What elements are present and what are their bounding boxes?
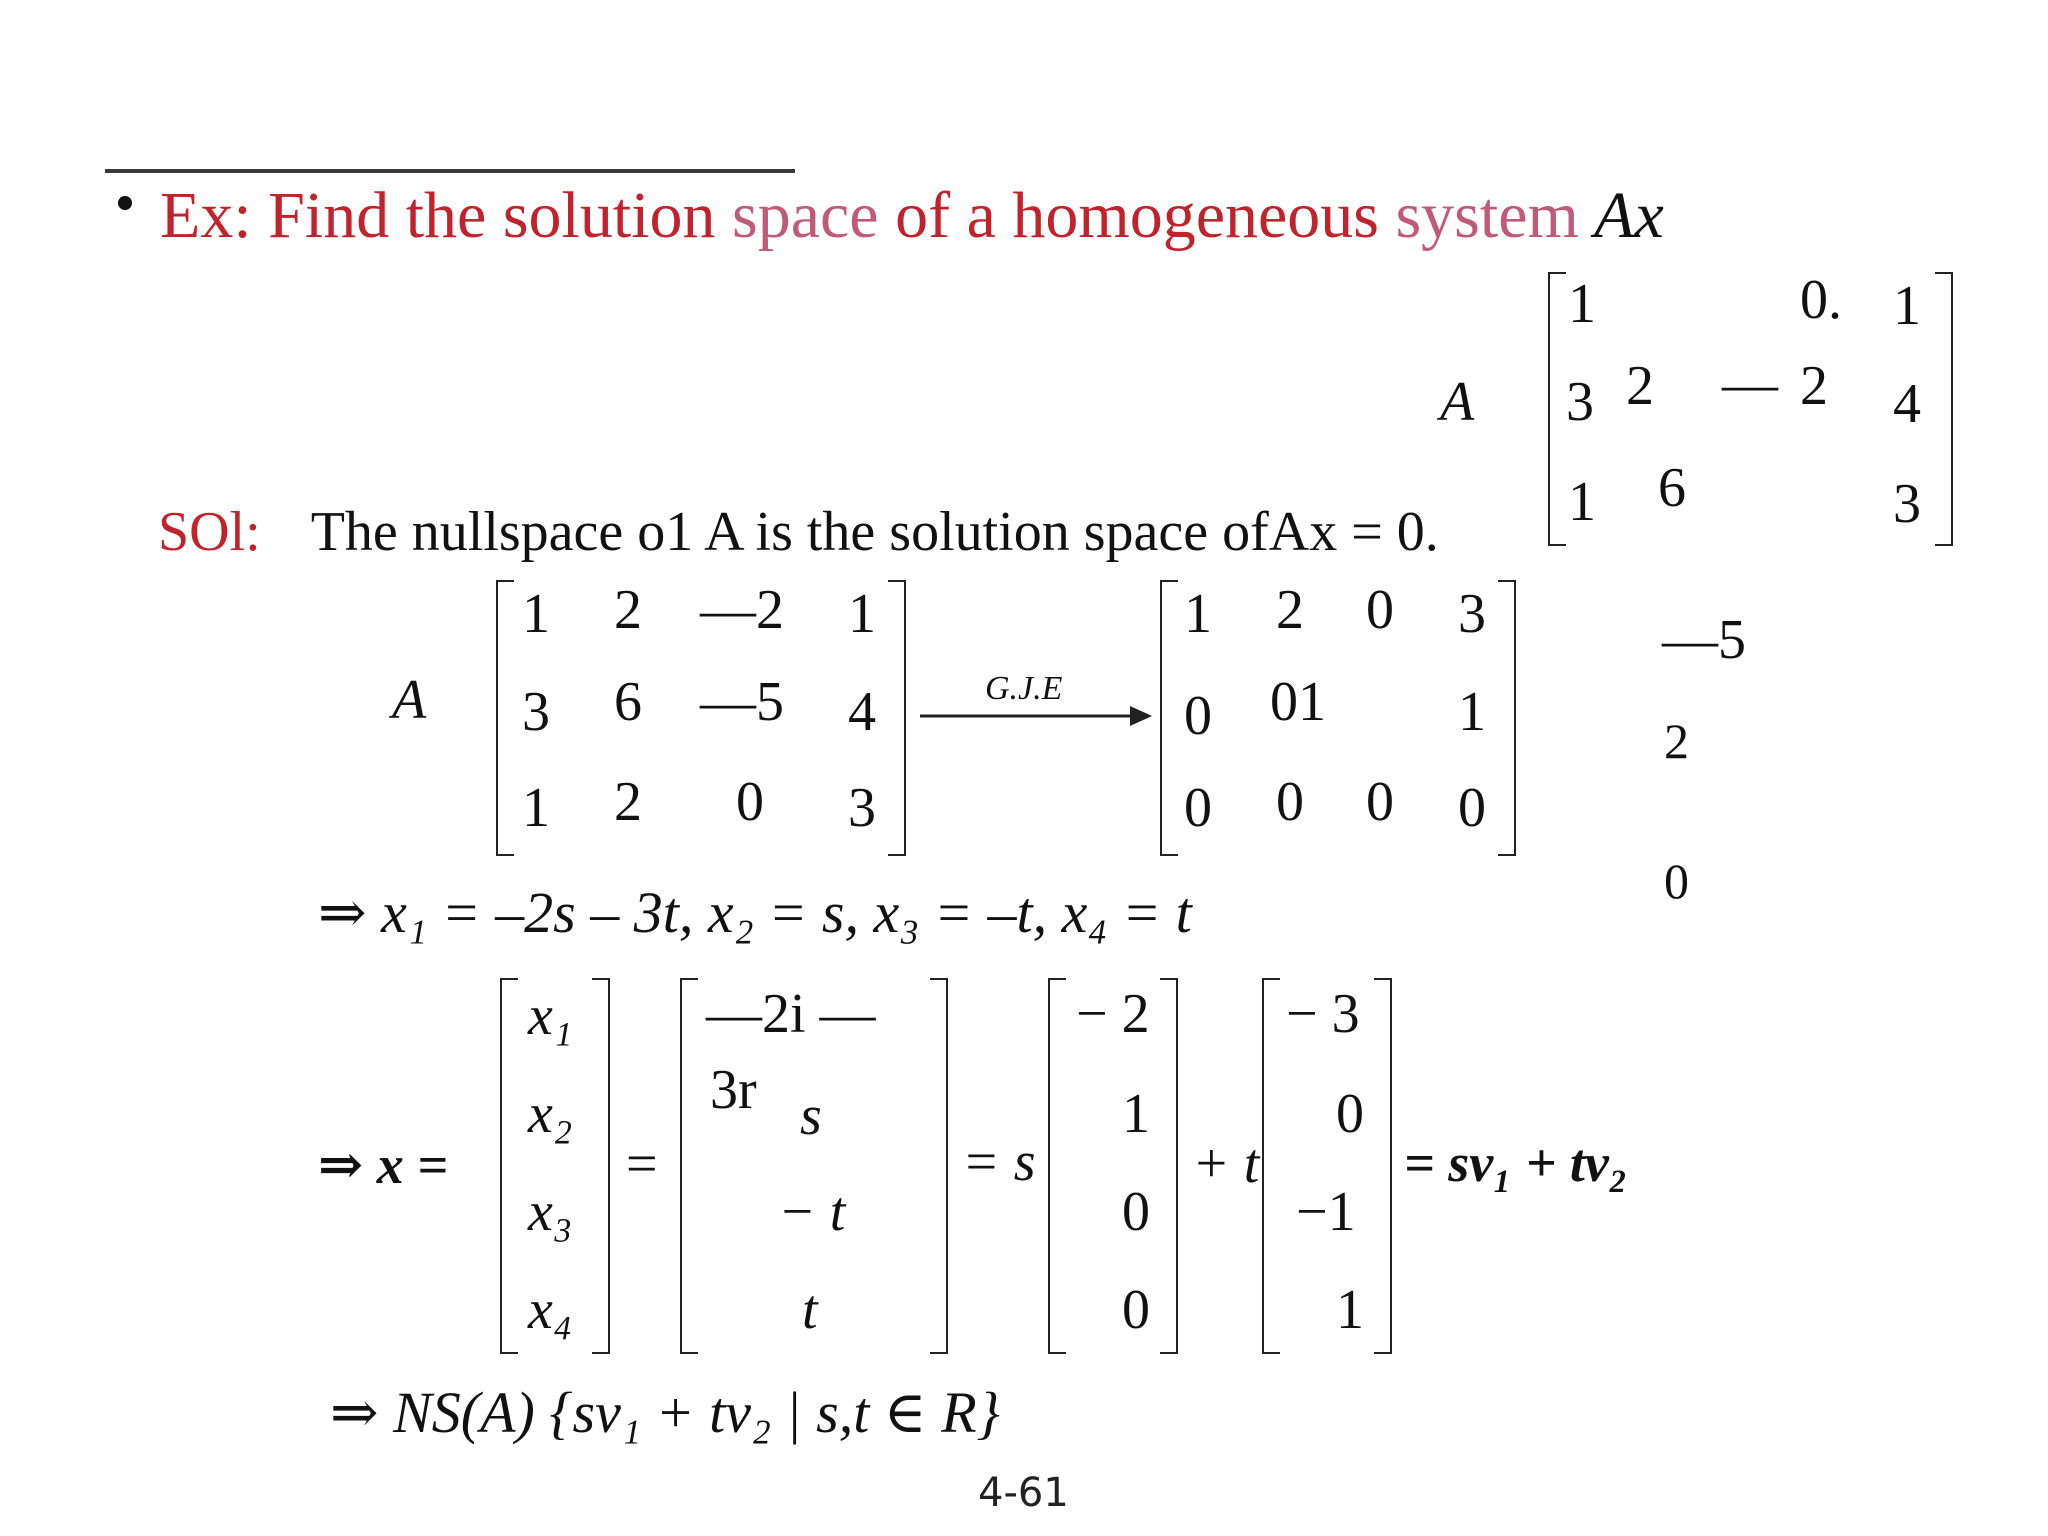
- equals-sign: =: [626, 1133, 658, 1195]
- v2-entry: 0: [1336, 1083, 1364, 1145]
- title-middle: of a homogeneous: [878, 179, 1396, 252]
- v2-entry: −1: [1296, 1181, 1356, 1243]
- gje-left-cell: 1: [522, 583, 550, 645]
- v1-entry: 1: [1122, 1083, 1150, 1145]
- gje-arrow-label: G.J.E: [985, 670, 1063, 707]
- nullspace-line: ⇒ NS(A) {sv₁ + tv₂ | s,t ∈ R}: [330, 1380, 1000, 1445]
- gje-left-cell: —2: [700, 579, 784, 641]
- mid-vector-entry: s: [800, 1085, 822, 1147]
- x-vector-entry: x₁: [528, 985, 573, 1047]
- matrix-a-top-cell: 2: [1800, 355, 1828, 417]
- gje-left-cell: 6: [614, 671, 642, 733]
- gje-left-cell: 4: [848, 681, 876, 743]
- matrix-a-top-cell: 1: [1568, 471, 1596, 533]
- vector-eq-rhs: = sv₁ + tv₂: [1404, 1133, 1628, 1193]
- gje-left-cell: 0: [736, 771, 764, 833]
- gje-right-cell: 01: [1270, 671, 1326, 733]
- gje-left-cell: 2: [614, 579, 642, 641]
- mid-vector-entry: t: [802, 1279, 818, 1341]
- matrix-a-top-cell: 6: [1658, 457, 1686, 519]
- gje-right-cell: 1: [1184, 583, 1212, 645]
- mid-vector-entry: —2i —: [706, 983, 876, 1045]
- mid-vector-entry: 3r: [710, 1059, 757, 1121]
- page-number: 4-61: [978, 1470, 1069, 1516]
- gje-left-cell: 3: [848, 777, 876, 839]
- v1-entry: 0: [1122, 1181, 1150, 1243]
- gje-right-cell: 3: [1458, 583, 1486, 645]
- gje-left-cell: 1: [522, 777, 550, 839]
- x-vector-entry: x₃: [528, 1181, 573, 1243]
- parameter-line: ⇒ x₁ = –2s – 3t, x₂ = s, x₃ = –t, x₄ = t: [318, 880, 1192, 945]
- gje-right-bracket-close: [1498, 580, 1516, 856]
- v2-bracket-close: [1374, 978, 1392, 1354]
- x-vector-entry: x₄: [528, 1279, 573, 1341]
- gje-right-cell: 0: [1366, 771, 1394, 833]
- plus-t: + t: [1192, 1133, 1260, 1195]
- gje-left-cell: 2: [614, 771, 642, 833]
- gje-right-cell: 1: [1458, 681, 1486, 743]
- matrix-a-top-cell: 3: [1566, 371, 1594, 433]
- mid-vector-entry: − t: [778, 1181, 846, 1243]
- x-vector-bracket-open: [500, 978, 518, 1354]
- matrix-a-top-cell: 2: [1626, 355, 1654, 417]
- equals-s: = s: [962, 1131, 1036, 1193]
- title-suffix: Ax: [1578, 179, 1664, 252]
- matrix-a-top-cell: 0.: [1800, 269, 1842, 331]
- side-column-value: —5: [1662, 609, 1746, 671]
- title-word-space: space: [732, 179, 879, 252]
- gje-matrix-label: A: [392, 669, 427, 731]
- gje-left-cell: 3: [522, 681, 550, 743]
- v2-bracket-open: [1262, 978, 1280, 1354]
- side-column-value: 0: [1664, 853, 1689, 909]
- vector-eq-lhs: ⇒ x =: [318, 1135, 449, 1195]
- v1-bracket-open: [1048, 978, 1066, 1354]
- gje-left-cell: —5: [700, 671, 784, 733]
- gje-right-cell: 0: [1184, 777, 1212, 839]
- gje-left-cell: 1: [848, 583, 876, 645]
- side-column-value: 2: [1664, 713, 1689, 769]
- gje-right-cell: 0: [1366, 579, 1394, 641]
- v1-entry: 0: [1122, 1279, 1150, 1341]
- gje-right-cell: 0: [1184, 685, 1212, 747]
- gje-right-bracket-open: [1160, 580, 1178, 856]
- gje-right-cell: 0: [1458, 777, 1486, 839]
- solution-text: The nullspace o1 A is the solution space ofAx = 0.: [310, 501, 1439, 563]
- v2-entry: − 3: [1286, 983, 1360, 1045]
- v1-bracket-close: [1160, 978, 1178, 1354]
- matrix-a-top-cell: —: [1722, 353, 1778, 415]
- mid-vector-bracket-open: [680, 978, 698, 1354]
- matrix-a-top-cell: 4: [1893, 373, 1921, 435]
- mid-vector-bracket-close: [930, 978, 948, 1354]
- x-vector-entry: x₂: [528, 1083, 573, 1145]
- title-prefix: Ex: Find the solution: [160, 179, 733, 252]
- matrix-a-top-cell: 1: [1893, 275, 1921, 337]
- gje-right-cell: 2: [1276, 579, 1304, 641]
- x-vector-bracket-close: [592, 978, 610, 1354]
- matrix-a-top-cell: 3: [1893, 473, 1921, 535]
- v2-entry: 1: [1336, 1279, 1364, 1341]
- title-word-system: system: [1395, 179, 1579, 252]
- gje-right-cell: 0: [1276, 771, 1304, 833]
- v1-entry: − 2: [1076, 983, 1150, 1045]
- matrix-a-top-cell: 1: [1568, 273, 1596, 335]
- solution-label: SOl:: [158, 501, 261, 563]
- matrix-a-top-label: A: [1440, 371, 1475, 433]
